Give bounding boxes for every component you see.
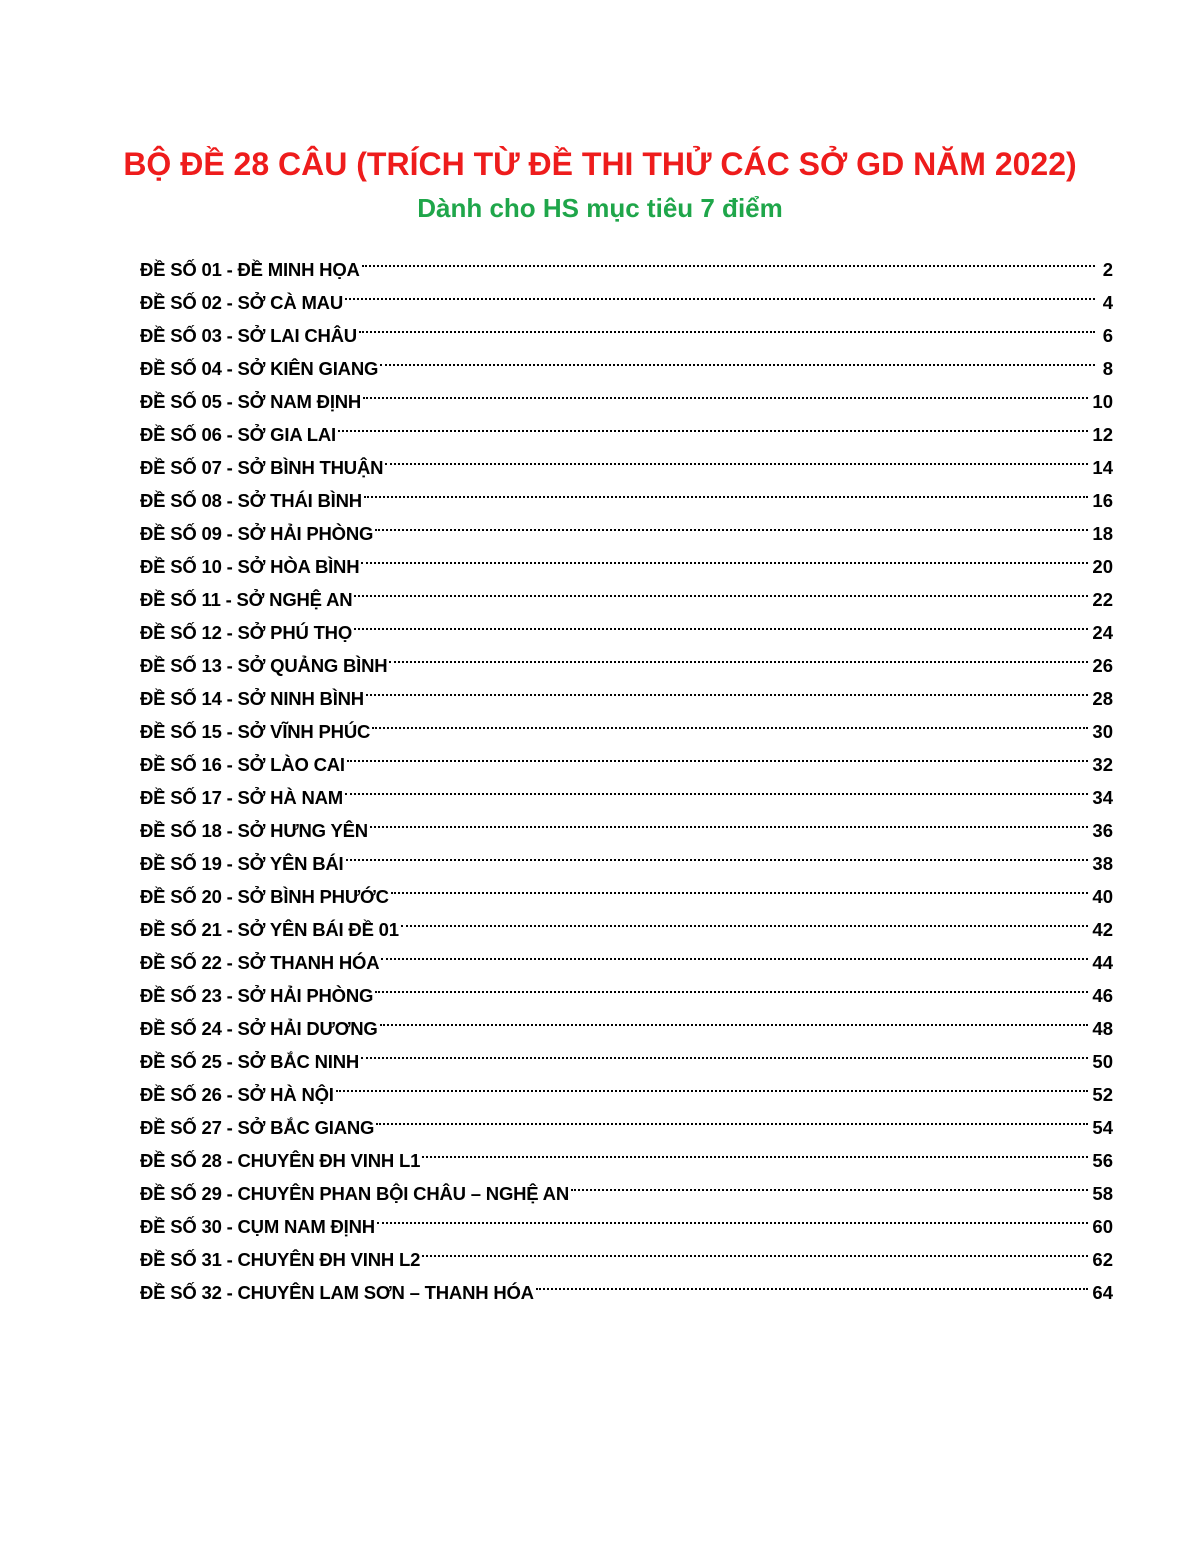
toc-dot-leader [387, 639, 1092, 672]
toc-entry-page-number[interactable]: 16 [1092, 490, 1113, 511]
toc-entry-page-number[interactable]: 62 [1092, 1249, 1113, 1270]
toc-entry-label[interactable]: ĐỀ SỐ 02 - SỞ CÀ MAU [140, 292, 343, 313]
toc-entry-label[interactable]: ĐỀ SỐ 09 - SỞ HẢI PHÒNG [140, 523, 374, 544]
toc-dot-leader [361, 375, 1092, 408]
toc-entry-page-number[interactable]: 64 [1092, 1282, 1113, 1303]
toc-entry-page-number[interactable]: 4 [1102, 292, 1113, 313]
toc-dot-leader [420, 1134, 1092, 1167]
toc-entry-label[interactable]: ĐỀ SỐ 13 - SỞ QUẢNG BÌNH [140, 655, 388, 676]
toc-entry-label[interactable]: ĐỀ SỐ 27 - SỞ BẮC GIANG [140, 1117, 375, 1138]
toc-entry-label[interactable]: ĐỀ SỐ 30 - CỤM NAM ĐỊNH [140, 1216, 375, 1237]
toc-entry-page-number[interactable]: 12 [1092, 424, 1113, 445]
toc-dot-leader [360, 243, 1099, 276]
toc-entry-label[interactable]: ĐỀ SỐ 32 - CHUYÊN LAM SƠN – THANH HÓA [140, 1282, 534, 1303]
toc-entry-page-number[interactable]: 14 [1092, 457, 1113, 478]
toc-dot-leader [352, 606, 1092, 639]
toc-entry-label[interactable]: ĐỀ SỐ 15 - SỞ VĨNH PHÚC [140, 721, 371, 742]
toc-dot-leader [362, 474, 1093, 507]
toc-entry-label[interactable]: ĐỀ SỐ 12 - SỞ PHÚ THỌ [140, 622, 353, 643]
toc-entry-label[interactable]: ĐỀ SỐ 10 - SỞ HÒA BÌNH [140, 556, 360, 577]
toc-entry-label[interactable]: ĐỀ SỐ 29 - CHUYÊN PHAN BỘI CHÂU – NGHỆ AN [140, 1183, 570, 1204]
toc-entry-page-number[interactable]: 40 [1092, 886, 1113, 907]
toc-entry-page-number[interactable]: 22 [1092, 589, 1113, 610]
toc-entry-page-number[interactable]: 54 [1092, 1117, 1113, 1138]
toc-entry-page-number[interactable]: 56 [1092, 1150, 1113, 1171]
toc-dot-leader [389, 870, 1093, 903]
toc-entry-label[interactable]: ĐỀ SỐ 06 - SỞ GIA LAI [140, 424, 336, 445]
toc-dot-leader [373, 507, 1092, 540]
toc-dot-leader [534, 1266, 1093, 1299]
toc-entry-label[interactable]: ĐỀ SỐ 18 - SỞ HƯNG YÊN [140, 820, 368, 841]
toc-entry-page-number[interactable]: 20 [1092, 556, 1113, 577]
toc-entry-page-number[interactable]: 30 [1092, 721, 1113, 742]
toc-dot-leader [383, 441, 1092, 474]
toc-dot-leader [378, 342, 1099, 375]
toc-entry-label[interactable]: ĐỀ SỐ 22 - SỞ THANH HÓA [140, 952, 380, 973]
toc-entry-page-number[interactable]: 50 [1092, 1051, 1113, 1072]
toc-entry-page-number[interactable]: 6 [1102, 325, 1113, 346]
toc-entry-label[interactable]: ĐỀ SỐ 25 - SỞ BẮC NINH [140, 1051, 360, 1072]
toc-dot-leader [373, 969, 1092, 1002]
toc-entry-label[interactable]: ĐỀ SỐ 11 - SỞ NGHỆ AN [140, 589, 353, 610]
toc-entry-label[interactable]: ĐỀ SỐ 31 - CHUYÊN ĐH VINH L2 [140, 1249, 421, 1270]
toc-dot-leader [399, 903, 1093, 936]
toc-dot-leader [569, 1167, 1092, 1200]
toc-entry-page-number[interactable]: 44 [1092, 952, 1113, 973]
toc-dot-leader [357, 309, 1099, 342]
toc-entry-page-number[interactable]: 60 [1092, 1216, 1113, 1237]
toc-dot-leader [334, 1068, 1093, 1101]
toc-entry-page-number[interactable]: 28 [1092, 688, 1113, 709]
toc-entry-label[interactable]: ĐỀ SỐ 04 - SỞ KIÊN GIANG [140, 358, 379, 379]
toc-entry-page-number[interactable]: 26 [1092, 655, 1113, 676]
toc-dot-leader [359, 1035, 1092, 1068]
toc-entry-page-number[interactable]: 18 [1092, 523, 1113, 544]
toc-entry-label[interactable]: ĐỀ SỐ 07 - SỞ BÌNH THUẬN [140, 457, 384, 478]
toc-entry-page-number[interactable]: 48 [1092, 1018, 1113, 1039]
toc-entry-page-number[interactable]: 38 [1092, 853, 1113, 874]
toc-entry-label[interactable]: ĐỀ SỐ 24 - SỞ HẢI DƯƠNG [140, 1018, 378, 1039]
toc-entry-page-number[interactable]: 46 [1092, 985, 1113, 1006]
toc-entry-page-number[interactable]: 36 [1092, 820, 1113, 841]
toc-dot-leader [420, 1233, 1092, 1266]
toc-entry-page-number[interactable]: 2 [1102, 259, 1113, 280]
toc-entry-page-number[interactable]: 32 [1092, 754, 1113, 775]
toc-dot-leader [370, 705, 1092, 738]
toc-entry-label[interactable]: ĐỀ SỐ 20 - SỞ BÌNH PHƯỚC [140, 886, 389, 907]
toc-entry-label[interactable]: ĐỀ SỐ 01 - ĐỀ MINH HỌA [140, 259, 360, 280]
toc-entry-page-number[interactable]: 42 [1092, 919, 1113, 940]
toc-dot-leader [368, 804, 1093, 837]
toc-dot-leader [379, 936, 1092, 969]
toc-dot-leader [343, 276, 1099, 309]
toc-dot-leader [378, 1002, 1093, 1035]
toc-entry-label[interactable]: ĐỀ SỐ 21 - SỞ YÊN BÁI ĐỀ 01 [140, 919, 399, 940]
toc-entry-label[interactable]: ĐỀ SỐ 28 - CHUYÊN ĐH VINH L1 [140, 1150, 421, 1171]
toc-entry-label[interactable]: ĐỀ SỐ 23 - SỞ HẢI PHÒNG [140, 985, 374, 1006]
toc-entry-label[interactable]: ĐỀ SỐ 14 - SỞ NINH BÌNH [140, 688, 364, 709]
toc-dot-leader [345, 738, 1093, 771]
toc-entry-page-number[interactable]: 8 [1102, 358, 1113, 379]
toc-entry-label[interactable]: ĐỀ SỐ 19 - SỞ YÊN BÁI [140, 853, 344, 874]
document-subtitle: Dành cho HS mục tiêu 7 điểm [417, 193, 783, 223]
document-title: BỘ ĐỀ 28 CÂU (TRÍCH TỪ ĐỀ THI THỬ CÁC SỞ GD NĂM 2022) [123, 146, 1077, 182]
toc-entry-page-number[interactable]: 24 [1092, 622, 1113, 643]
toc-entry[interactable] [140, 243, 1113, 280]
toc-dot-leader [344, 837, 1093, 870]
toc-entry-label[interactable]: ĐỀ SỐ 26 - SỞ HÀ NỘI [140, 1084, 334, 1105]
toc-dot-leader [364, 672, 1092, 705]
toc-dot-leader [375, 1200, 1093, 1233]
toc-entry-label[interactable]: ĐỀ SỐ 03 - SỞ LAI CHÂU [140, 325, 357, 346]
toc-entry-page-number[interactable]: 58 [1092, 1183, 1113, 1204]
toc-entry-label[interactable]: ĐỀ SỐ 05 - SỞ NAM ĐỊNH [140, 391, 362, 412]
toc-dot-leader [336, 408, 1092, 441]
toc-entry-page-number[interactable]: 34 [1092, 787, 1113, 808]
toc-dot-leader [343, 771, 1092, 804]
toc-dot-leader [352, 573, 1092, 606]
toc-entry-page-number[interactable]: 52 [1092, 1084, 1113, 1105]
toc-dot-leader [359, 540, 1092, 573]
table-of-contents [140, 243, 1113, 1303]
toc-dot-leader [374, 1101, 1092, 1134]
toc-entry-page-number[interactable]: 10 [1092, 391, 1113, 412]
toc-entry-label[interactable]: ĐỀ SỐ 08 - SỞ THÁI BÌNH [140, 490, 362, 511]
toc-entry-label[interactable]: ĐỀ SỐ 16 - SỞ LÀO CAI [140, 754, 345, 775]
toc-entry-label[interactable]: ĐỀ SỐ 17 - SỞ HÀ NAM [140, 787, 343, 808]
